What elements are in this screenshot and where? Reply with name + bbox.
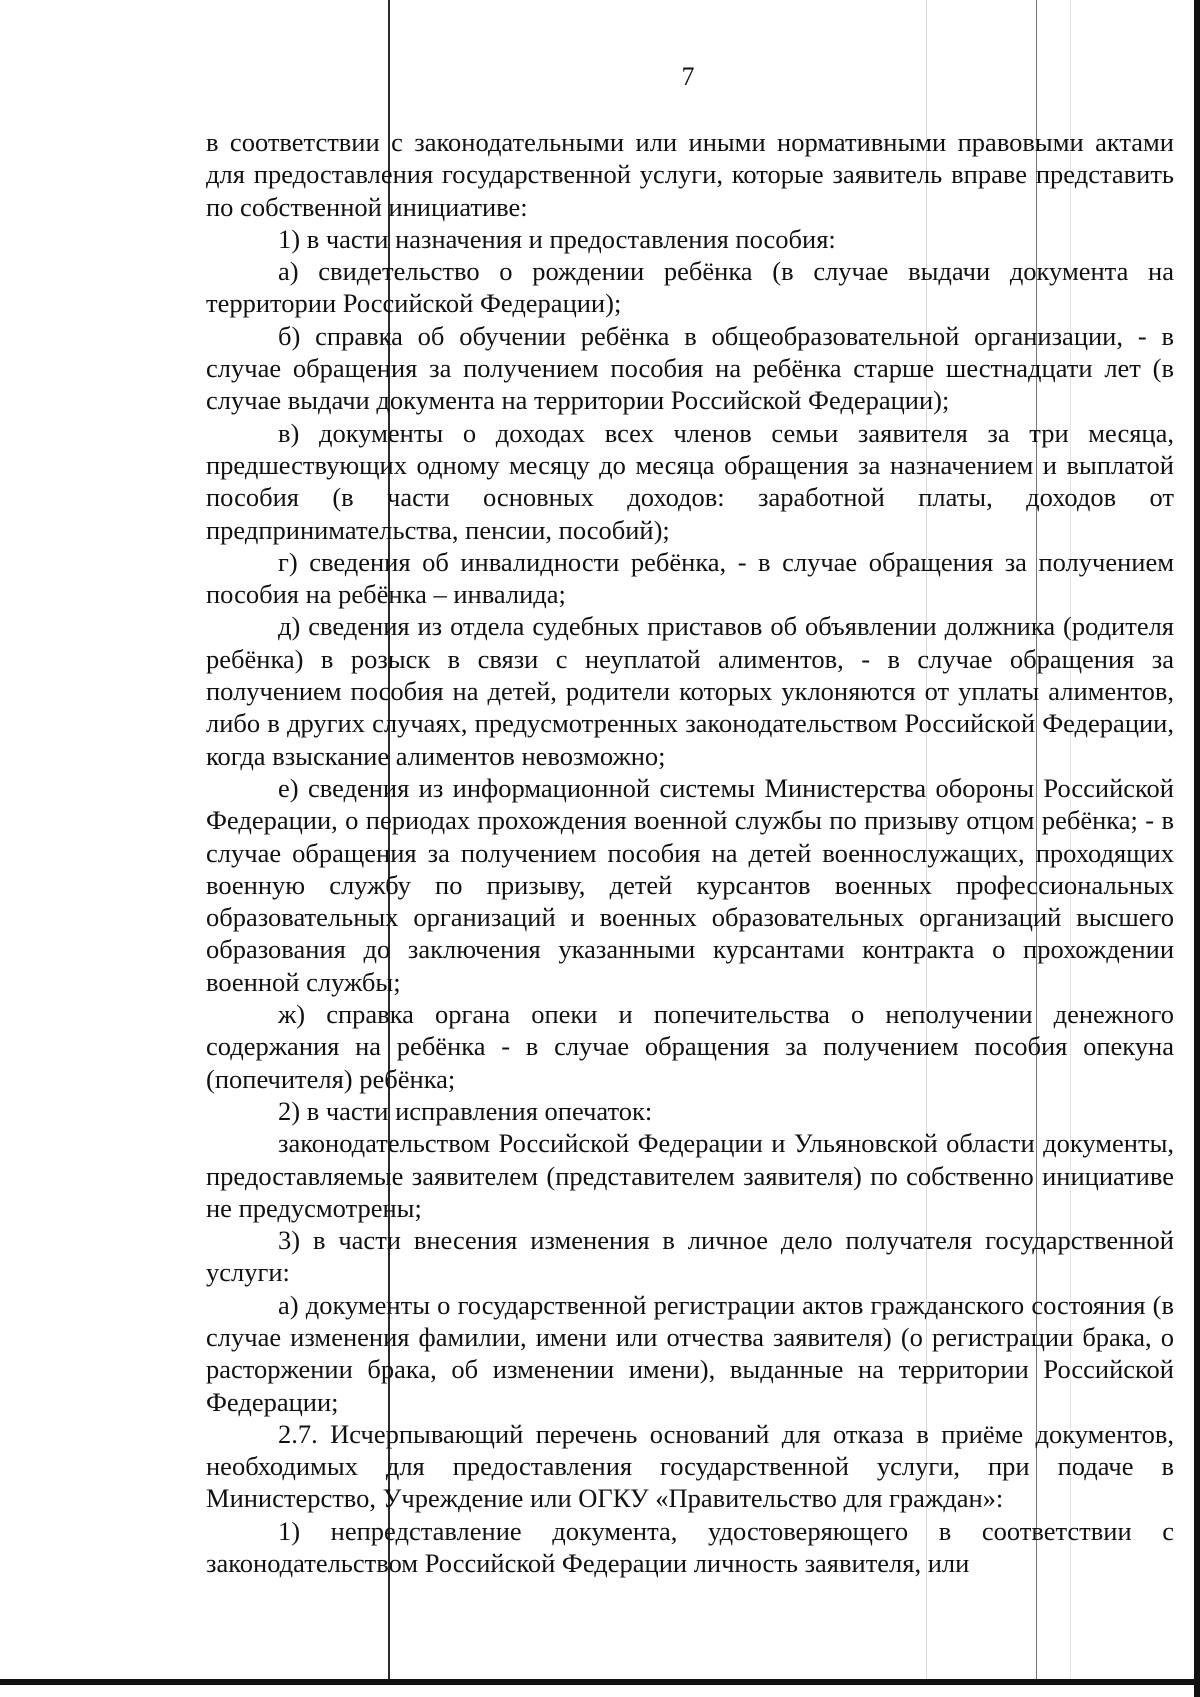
paragraph: в соответствии с законодательными или иными нормативными правовыми актами для предоставления государственной услуги, которые заявитель вправе представить по собственной инициативе:: [206, 127, 1174, 222]
paragraph: а) свидетельство о рождении ребёнка (в случае выдачи документа на территории Российской Федерации);: [206, 256, 1174, 319]
paragraph: в) документы о доходах всех членов семьи заявителя за три месяца, предшествующих одному месяцу до месяца обращения за назначением и выплатой пособия (в части основных доходов: заработной платы, доходов от предпринимательства, пенсии, пособий);: [206, 417, 1174, 545]
paragraph: 1) в части назначения и предоставления пособия:: [278, 223, 836, 254]
scan-border-bottom: [0, 1679, 1200, 1685]
paragraph: е) сведения из информационной системы Министерства обороны Российской Федерации, о периодах прохождения военной службы по призыву отцом ребёнка; - в случае обращения за получением пособия на детей военнослужащих, проходящих военную службу по призыву, детей курсантов военных профессиональных образовательных организаций и военных образовательных организаций высшего образования до заключения указанными курсантами контракта о прохождении военной службы;: [206, 772, 1174, 997]
paragraph: законодательством Российской Федерации и Ульяновской области документы, предоставляемые заявителем (представителем заявителя) по собственно инициативе не предусмотрены;: [206, 1128, 1174, 1223]
document-body: [206, 126, 1174, 1579]
paragraph: а) документы о государственной регистрации актов гражданского состояния (в случае изменения фамилии, имени или отчества заявителя) (о регистрации брака, о расторжении брака, об изменении имени), выданные на территории Российской Федерации;: [206, 1289, 1174, 1417]
paragraph: б) справка об обучении ребёнка в общеобразовательной организации, - в случае обращения за получением пособия на ребёнка старше шестнадцати лет (в случае выдачи документа на территории Российской Федерации);: [206, 320, 1174, 416]
page-number: 7: [681, 62, 695, 91]
paragraph: 1) непредставление документа, удостоверяющего в соответствии с законодательством Российской Федерации личность заявителя, или: [206, 1515, 1174, 1579]
paragraph: 2.7. Исчерпывающий перечень оснований для отказа в приёме документов, необходимых для предоставления государственной услуги, при подаче в Министерство, Учреждение или ОГКУ «Правительство для граждан»:: [206, 1418, 1174, 1514]
paragraph: г) сведения об инвалидности ребёнка, - в случае обращения за получением пособия на ребёнка – инвалида;: [206, 546, 1174, 610]
paragraph: ж) справка органа опеки и попечительства о неполучении денежного содержания на ребёнка - в случае обращения за получением пособия опекуна (попечителя) ребёнка;: [206, 999, 1174, 1094]
paragraph: 3) в части внесения изменения в личное дело получателя государственной услуги:: [206, 1225, 1174, 1288]
paragraph: д) сведения из отдела судебных приставов об объявлении должника (родителя ребёнка) в розыск в связи с неуплатой алиментов, - в случае обращения за получением пособия на детей, родители которых уклоняются от уплаты алиментов, либо в других случаях, предусмотренных законодательством Российской Федерации, когда взыскание алиментов невозможно;: [206, 611, 1174, 771]
scan-border-right: [1194, 0, 1200, 1697]
paragraph: 2) в части исправления опечаток:: [278, 1095, 653, 1126]
